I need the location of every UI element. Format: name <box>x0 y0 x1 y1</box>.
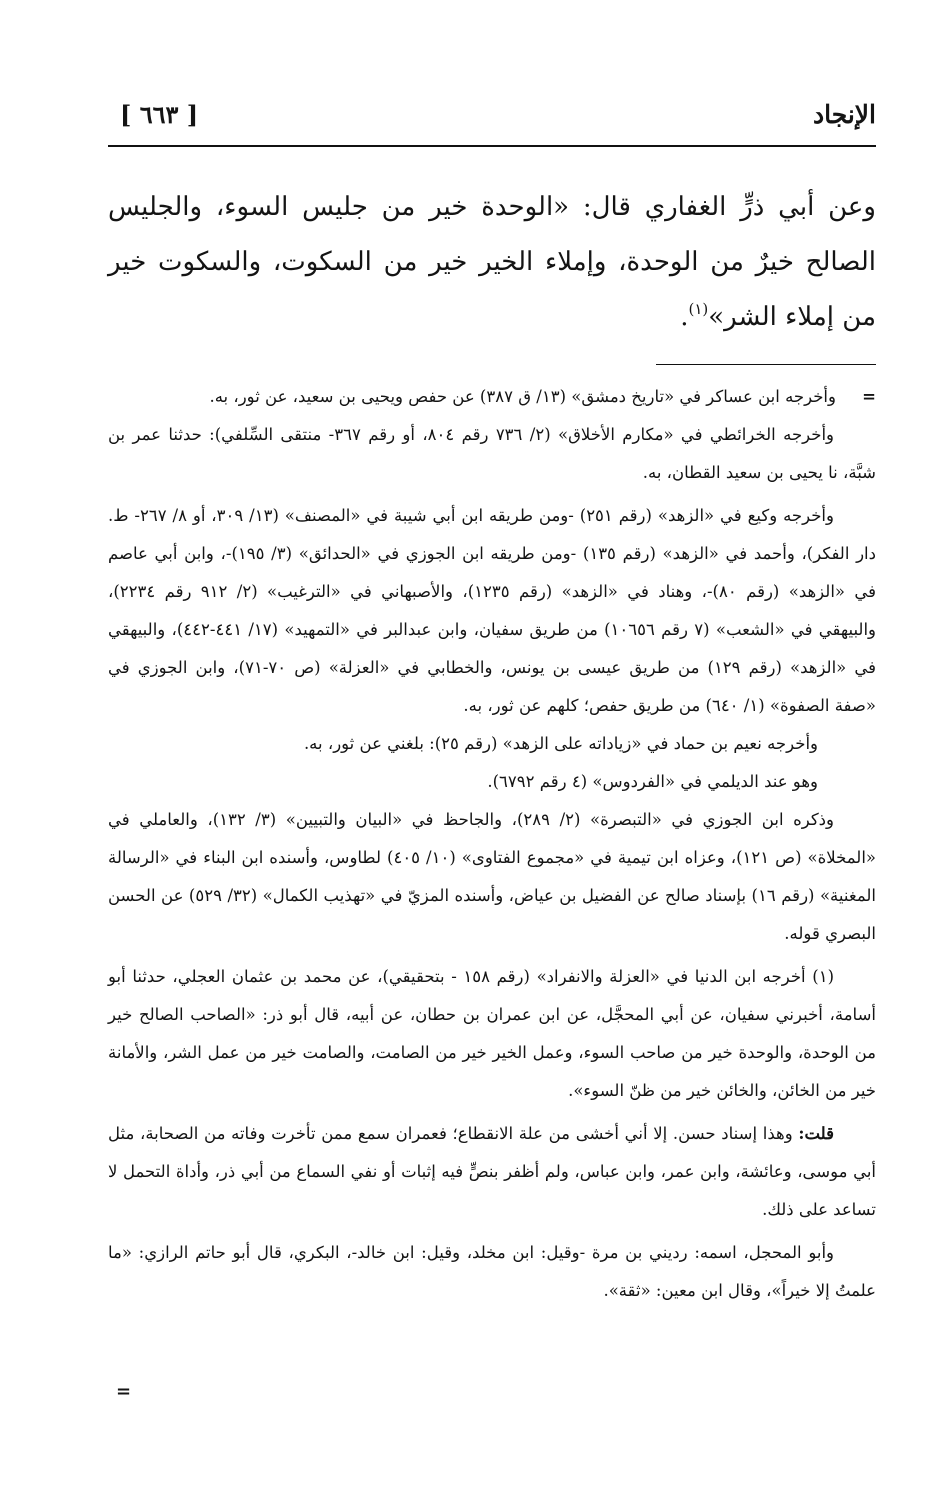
footnote-text: وأخرجه ابن عساكر في «تاريخ دمشق» (١٣/ ق ٣٨٧) عن حفص ويحيى بن سعيد، عن ثور، به. <box>209 387 836 406</box>
continuation-mark-bottom: = <box>116 1381 132 1402</box>
footnote-note <box>108 1115 876 1229</box>
running-head: الإنجاد <box>812 100 876 129</box>
footnote-reference[interactable]: (١) <box>688 300 709 318</box>
main-paragraph <box>108 180 876 345</box>
footnote-paragraph: وأبو المحجل، اسمه: رديني بن مرة -وقيل: ابن مخلد، وقيل: ابن خالد-، البكري، قال أبو حاتم الرازي: «ما علمتُ إلا خيراً»، وقال ابن معين: «ثقة». <box>108 1243 876 1300</box>
footnote-paragraph: وأخرجه نعيم بن حماد في «زياداته على الزهد» (رقم ٢٥): بلغني عن ثور، به. <box>303 734 818 753</box>
main-paragraph-text: وعن أبي ذرٍّ الغفاري قال: «الوحدة خير من جليس السوء، والجليس الصالح خيرٌ من الوحدة، وإملاء الخير خير من السكوت، والسكوت خير من إملاء الشر» <box>108 192 876 332</box>
header-rule <box>108 145 876 147</box>
page-header <box>108 96 876 136</box>
footnote-paragraph: وذكره ابن الجوزي في «التبصرة» (٢/ ٢٨٩)، والجاحظ في «البيان والتبيين» (٣/ ١٣٢)، والعاملي في «المخلاة» (ص ١٢١)، وعزاه ابن تيمية في «مجموع الفتاوى» (١٠/ ٤٠٥) لطاوس، وأسنده ابن البناء في «الرسالة المغنية» (رقم ١٦) بإسناد صالح عن الفضيل بن عياض، وأسنده المزيّ في «تهذيب الكمال» (٣٢/ ٥٢٩) عن الحسن البصري قوله. <box>108 810 876 943</box>
note-text: وهذا إسناد حسن. إلا أني أخشى من علة الانقطاع؛ فعمران سمع ممن تأخرت وفاته من الصحابة، مثل أبي موسى، وعائشة، وابن عمر، وابن عباس، ولم أظفر بنصٍّ فيه إثبات أو نفي السماع من أبي ذر، وأداة التحمل لا تساعد على ذلك. <box>108 1124 876 1219</box>
footnote-paragraph: وأخرجه وكيع في «الزهد» (رقم ٢٥١) -ومن طريقه ابن أبي شيبة في «المصنف» (١٣/ ٣٠٩، أو ٨/ ٢٦٧- ط. دار الفكر)، وأحمد في «الزهد» (رقم ١٣٥) -ومن طريقه ابن الجوزي في «الحدائق» (٣/ ١٩٥)-، وابن أبي عاصم في «الزهد» (رقم ٨٠)-، وهناد في «الزهد» (رقم ١٢٣٥)، والأصبهاني في «الترغيب» (٢/ ٩١٢ رقم ٢٢٣٤)، والبيهقي في «الشعب» (٧ رقم ١٠٦٥٦) من طريق سفيان، وابن عبدالبر في «التمهيد» (١٧/ ٤٤١-٤٤٢)، والبيهقي في «الزهد» (رقم ١٢٩) من طريق عيسى بن يونس، والخطابي في «العزلة» (ص ٧٠-٧١)، وابن الجوزي في «صفة الصفوة» (١/ ٦٤٠) من طريق حفص؛ كلهم عن ثور، به. <box>108 506 877 715</box>
page-number: [ ٦٦٣ ] <box>120 100 199 129</box>
footnote-divider <box>656 364 876 365</box>
continuation-mark: = <box>862 387 876 406</box>
note-prefix: قلت: <box>798 1124 835 1143</box>
footnote-1: (١) أخرجه ابن الدنيا في «العزلة والانفراد» (رقم ١٥٨ - بتحقيقي)، عن محمد بن عثمان العجلي، حدثنا أبو أسامة، أخبرني سفيان، عن أبي المحجَّل، عن ابن عمران بن حطان، عن أبيه، قال أبو ذر: «الصاحب الصالح خير من الوحدة، والوحدة خير من صاحب السوء، وعمل الخير خير من الصامت، والصامت خير من عمل الشر، والأمانة خير من الخائن، والخائن خير من ظنّ السوء». <box>108 967 876 1100</box>
main-paragraph-end: . <box>680 302 689 332</box>
footnote-paragraph <box>108 378 876 416</box>
footnote-paragraph: وهو عند الديلمي في «الفردوس» (٤ رقم ٦٧٩٢). <box>487 772 818 791</box>
main-text <box>108 180 876 345</box>
footnote-paragraph: وأخرجه الخرائطي في «مكارم الأخلاق» (٢/ ٧٣٦ رقم ٨٠٤، أو رقم ٣٦٧- منتقى السِّلفي): حدثنا عمر بن شبَّة، نا يحيى بن سعيد القطان، به. <box>108 425 876 482</box>
footnotes <box>108 378 876 1310</box>
